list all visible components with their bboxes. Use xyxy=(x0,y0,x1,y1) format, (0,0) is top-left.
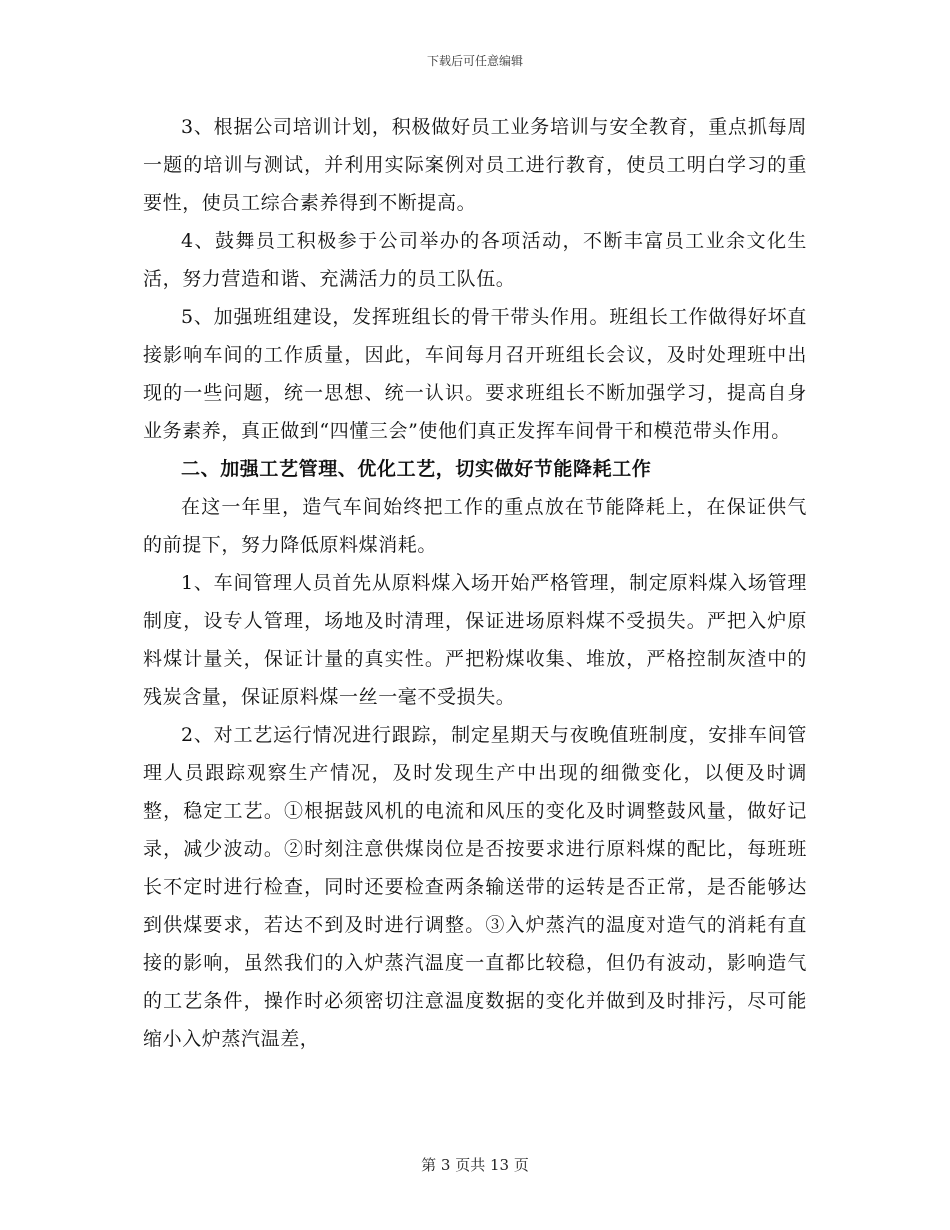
document-body xyxy=(143,108,807,1058)
paragraph-item-4: 4、鼓舞员工积极参于公司举办的各项活动，不断丰富员工业余文化生活，努力营造和谐、充满活力的员工队伍。 xyxy=(143,230,807,290)
page-number-footer: 第 3 页共 13 页 xyxy=(421,1156,529,1174)
paragraph-item-3: 3、根据公司培训计划，积极做好员工业务培训与安全教育，重点抓每周一题的培训与测试，并利用实际案例对员工进行教育，使员工明白学习的重要性，使员工综合素养得到不断提高。 xyxy=(143,116,807,214)
section-heading-2: 二、加强工艺管理、优化工艺，切实做好节能降耗工作 xyxy=(181,458,652,480)
paragraph-item-2: 2、对工艺运行情况进行跟踪，制定星期天与夜晚值班制度，安排车间管理人员跟踪观察生产情况，及时发现生产中出现的细微变化，以便及时调整，稳定工艺。①根据鼓风机的电流和风压的变化及时调整鼓风量，做好记录，减少波动。②时刻注意供煤岗位是否按要求进行原料煤的配比，每班班长不定时进行检查，同时还要检查两条输送带的运转是否正常，是否能够达到供煤要求，若达不到及时进行调整。③入炉蒸汽的温度对造气的消耗有直接的影响，虽然我们的入炉蒸汽温度一直都比较稳，但仍有波动，影响造气的工艺条件，操作时必须密切注意温度数据的变化并做到及时排污，尽可能缩小入炉蒸汽温差， xyxy=(143,724,807,1050)
page-header-note: 下载后可任意编辑 xyxy=(426,54,523,68)
paragraph-item-5: 5、加强班组建设，发挥班组长的骨干带头作用。班组长工作做得好坏直接影响车间的工作质量，因此，车间每月召开班组长会议，及时处理班中出现的一些问题，统一思想、统一认识。要求班组长不断加强学习，提高自身业务素养，真正做到“四懂三会”使他们真正发挥车间骨干和模范带头作用。 xyxy=(143,306,807,442)
paragraph-item-1: 1、车间管理人员首先从原料煤入场开始严格管理，制定原料煤入场管理制度，设专人管理，场地及时清理，保证进场原料煤不受损失。严把入炉原料煤计量关，保证计量的真实性。严把粉煤收集、堆放，严格控制灰渣中的残炭含量，保证原料煤一丝一毫不受损失。 xyxy=(143,572,807,708)
paragraph-section-intro: 在这一年里，造气车间始终把工作的重点放在节能降耗上，在保证供气的前提下，努力降低原料煤消耗。 xyxy=(143,496,807,556)
